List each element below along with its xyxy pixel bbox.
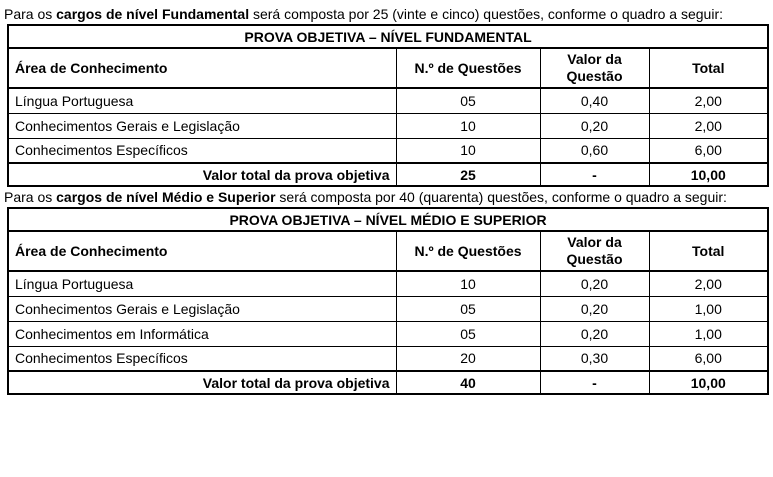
column-header-total: Total <box>649 231 768 271</box>
intro-fundamental-after: será composta por 25 (vinte e cinco) questões, conforme o quadro a seguir: <box>249 6 723 22</box>
cell-area: Conhecimentos Gerais e Legislação <box>8 296 396 321</box>
cell-area: Conhecimentos Específicos <box>8 346 396 371</box>
cell-area: Língua Portuguesa <box>8 271 396 296</box>
cell-num-questoes: 10 <box>396 113 540 138</box>
cell-area: Língua Portuguesa <box>8 88 396 113</box>
table-header-row <box>8 48 768 88</box>
cell-valor-questao: 0,20 <box>540 113 649 138</box>
table-title-medio-superior: PROVA OBJETIVA – NÍVEL MÉDIO E SUPERIOR <box>8 208 768 231</box>
column-header-valor-questao: Valor da Questão <box>540 231 649 271</box>
intro-medio-bold: cargos de nível Médio e Superior <box>56 189 276 205</box>
cell-num-questoes: 05 <box>396 296 540 321</box>
table-title-fundamental: PROVA OBJETIVA – NÍVEL FUNDAMENTAL <box>8 25 768 48</box>
cell-total-value: 10,00 <box>649 163 768 186</box>
cell-total: 1,00 <box>649 321 768 346</box>
cell-total-valor-questao: - <box>540 163 649 186</box>
intro-medio-before: Para os <box>4 189 57 205</box>
table-row <box>8 346 768 371</box>
intro-paragraph-medio-superior <box>4 187 768 207</box>
intro-medio-after: será composta por 40 (quarenta) questões, conforme o quadro a seguir: <box>275 189 727 205</box>
cell-area: Conhecimentos Específicos <box>8 138 396 163</box>
table-row <box>8 296 768 321</box>
column-header-valor-questao: Valor da Questão <box>540 48 649 88</box>
cell-total-valor-questao: - <box>540 371 649 394</box>
column-header-total: Total <box>649 48 768 88</box>
cell-valor-questao: 0,20 <box>540 271 649 296</box>
table-row <box>8 321 768 346</box>
column-header-area: Área de Conhecimento <box>8 231 396 271</box>
cell-total: 2,00 <box>649 271 768 296</box>
table-header-row <box>8 231 768 271</box>
table-row <box>8 113 768 138</box>
column-header-area: Área de Conhecimento <box>8 48 396 88</box>
cell-total-label: Valor total da prova objetiva <box>8 371 396 394</box>
cell-total: 2,00 <box>649 88 768 113</box>
cell-total-value: 10,00 <box>649 371 768 394</box>
table-row <box>8 138 768 163</box>
cell-total-num-questoes: 25 <box>396 163 540 186</box>
column-header-num-questoes: N.º de Questões <box>396 231 540 271</box>
cell-num-questoes: 10 <box>396 271 540 296</box>
table-title-row <box>8 208 768 231</box>
cell-valor-questao: 0,20 <box>540 321 649 346</box>
cell-total: 2,00 <box>649 113 768 138</box>
cell-valor-questao: 0,30 <box>540 346 649 371</box>
cell-total: 6,00 <box>649 346 768 371</box>
cell-total-label: Valor total da prova objetiva <box>8 163 396 186</box>
cell-total-num-questoes: 40 <box>396 371 540 394</box>
cell-valor-questao: 0,60 <box>540 138 649 163</box>
cell-total: 1,00 <box>649 296 768 321</box>
table-nivel-medio-superior <box>7 207 769 395</box>
intro-paragraph-fundamental <box>4 4 768 24</box>
cell-num-questoes: 05 <box>396 321 540 346</box>
table-total-row <box>8 163 768 186</box>
cell-num-questoes: 05 <box>396 88 540 113</box>
cell-area: Conhecimentos Gerais e Legislação <box>8 113 396 138</box>
table-nivel-fundamental <box>7 24 769 187</box>
cell-valor-questao: 0,40 <box>540 88 649 113</box>
table-title-row <box>8 25 768 48</box>
intro-fundamental-before: Para os <box>4 6 57 22</box>
cell-valor-questao: 0,20 <box>540 296 649 321</box>
cell-total: 6,00 <box>649 138 768 163</box>
column-header-num-questoes: N.º de Questões <box>396 48 540 88</box>
cell-num-questoes: 10 <box>396 138 540 163</box>
cell-area: Conhecimentos em Informática <box>8 321 396 346</box>
cell-num-questoes: 20 <box>396 346 540 371</box>
table-row <box>8 271 768 296</box>
table-row <box>8 88 768 113</box>
table-total-row <box>8 371 768 394</box>
intro-fundamental-bold: cargos de nível Fundamental <box>56 6 250 22</box>
